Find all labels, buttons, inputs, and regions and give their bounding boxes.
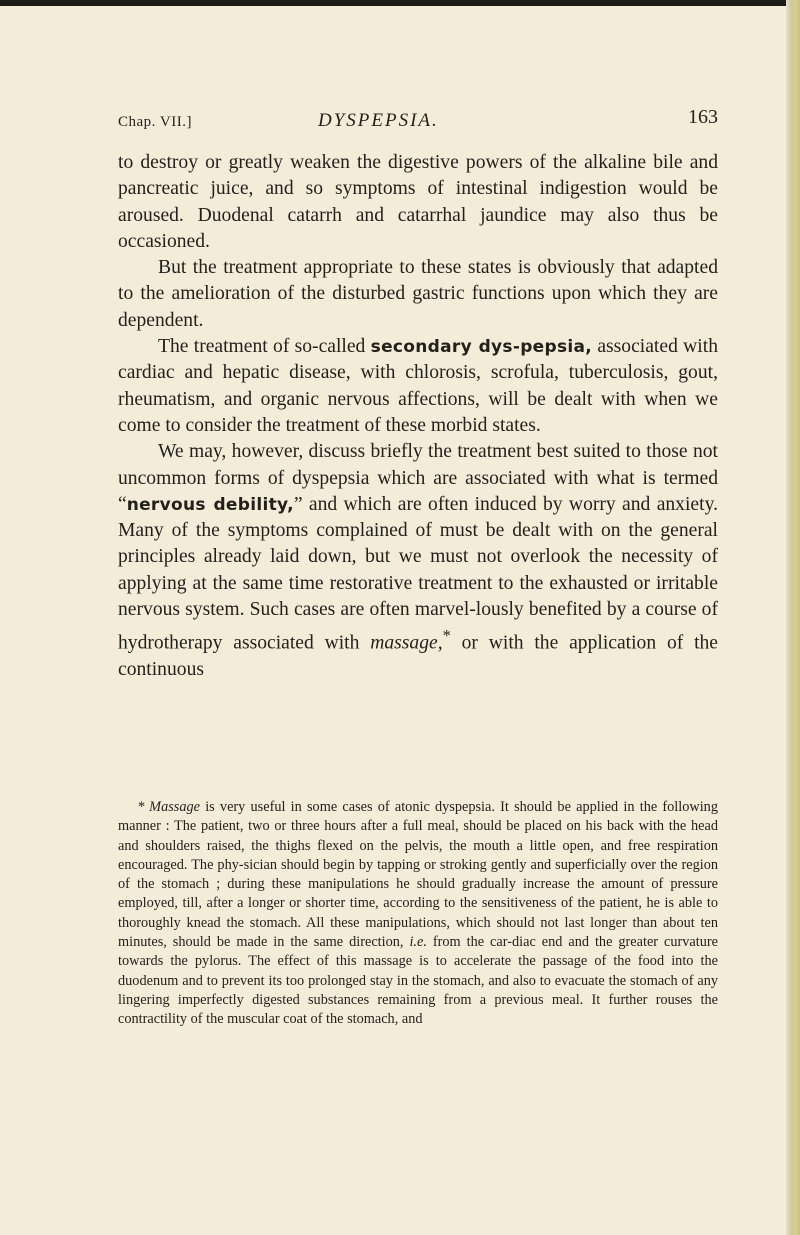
paragraph-3-after: associated with cardiac and hepatic disease, with chlorosis, scrofula, tuberculosis, gout, rheumatism, and organic nervous affections, will be dealt with when we come to consider the treatment of these morbid states.: [118, 336, 718, 436]
paragraph-4-before: We may, however, discuss briefly the treatment best suited to those not uncommon forms of dyspepsia which are associated with what is termed “: [118, 441, 718, 515]
term-secondary-dyspepsia: secondary dys-pepsia,: [370, 337, 593, 358]
paragraph-4-after: ” and which are often induced by worry and anxiety. Many of the symptoms complained of must be dealt with on the general principles already laid down, but we must not overlook the necessity of applying at the same time restorative treatment to the exhausted or irritable nervous system. Such cases are often marvel-lously benefited by a course of hydrotherapy associated with: [118, 493, 718, 654]
paragraph-3-before: The treatment of so-called: [158, 336, 366, 358]
chapter-label: Chap. VII.]: [118, 114, 192, 130]
footnote-ie: i.e.: [409, 934, 427, 951]
term-massage: massage,: [370, 632, 443, 654]
footnote-ref: *: [442, 626, 451, 646]
footnote-text-end: from the car-diac end and the greater curvature towards the pylorus. The effect of this massage is to accelerate the passage of the food into the duodenum and to prevent its too prolonged stay in the stomach, and also to evacuate the stomach of any lingering imperfectly digested substances remaining from a previous meal. It further rouses the contractility of the muscular coat of the stomach, and: [118, 934, 718, 1028]
footnote: [118, 798, 718, 1030]
paragraph-3: [118, 334, 718, 439]
running-title: DYSPEPSIA.: [318, 110, 439, 131]
paragraph-1: [118, 150, 718, 255]
running-head: [118, 106, 718, 138]
page-edge-binding: [786, 0, 800, 1235]
paragraph-4-end: or with the application of the continuous: [118, 632, 719, 681]
main-text: [118, 150, 718, 683]
footnote-paragraph: [118, 798, 718, 1030]
paragraph-4: [118, 439, 718, 683]
paragraph-2: [118, 255, 718, 334]
term-nervous-debility: nervous debility,: [126, 494, 294, 515]
footnote-term: Massage: [149, 799, 200, 815]
paragraph-2-text: But the treatment appropriate to these states is obviously that adapted to the amelioration of the disturbed gastric functions upon which they are dependent.: [118, 257, 718, 331]
footnote-text: is very useful in some cases of atonic dyspepsia. It should be applied in the following manner : The patient, two or three hours after a full meal, should be placed on his back with the head and shoulders raised, the thighs flexed on the pelvis, the mouth a little open, and free respiration encouraged. The phy-sician should begin by tapping or stroking gently and superficially over the region of the stomach ; during these manipulations he should gradually increase the amount of pressure employed, till, after a longer or shorter time, according to the sensitiveness of the patient, he is able to thoroughly knead the stomach. All these manipulations, which should not last longer than about ten minutes, should be made in the same direction,: [118, 799, 718, 951]
page-number: 163: [688, 106, 718, 128]
paragraph-1-text: to destroy or greatly weaken the digestive powers of the alkaline bile and pancreatic juice, and so symptoms of intestinal indigestion would be aroused. Duodenal catarrh and catarrhal jaundice may also thus be occasioned.: [118, 152, 718, 252]
footnote-mark: *: [138, 799, 146, 815]
